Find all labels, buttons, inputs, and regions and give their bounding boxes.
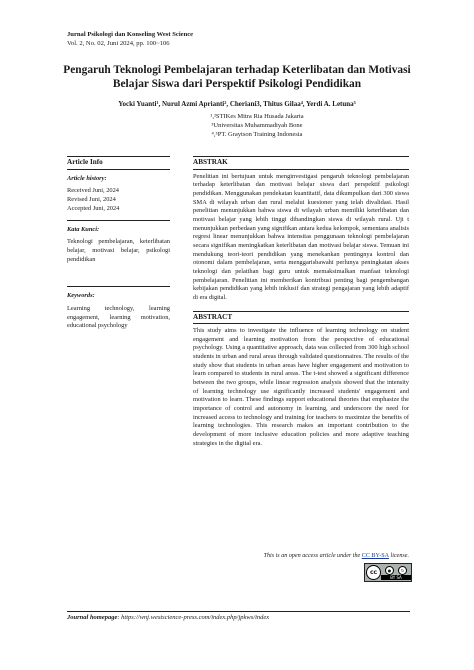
paper-title: Pengaruh Teknologi Pembelajaran terhadap Keterlibatan dan Motivasi Belajar Siswa dari Perspektif Psikologi Pendidikan	[63, 64, 411, 90]
keywords-label: Keywords:	[67, 292, 95, 300]
license-note	[193, 553, 409, 559]
kata-kunci-text: Teknologi pembelajaran, keterlibatan belajar, motivasi belajar, psikologi pendidikan	[67, 238, 170, 263]
revised-date: Revised Juni, 2024	[67, 196, 116, 204]
journal-header	[67, 31, 193, 48]
article-info-header: Article Info	[67, 156, 170, 170]
kata-kunci-label: Kata Kunci:	[67, 225, 100, 233]
accepted-date: Accepted Juni, 2024	[67, 204, 120, 212]
affiliations	[0, 112, 474, 139]
cc-icons	[381, 565, 411, 575]
license-prefix: This is an open access article under the	[263, 553, 362, 559]
by-person-icon: ●	[385, 566, 394, 575]
sa-share-icon: ↻	[398, 566, 407, 575]
cc-badge-label: BY SA	[381, 575, 411, 580]
license-suffix: license.	[389, 553, 409, 559]
journal-homepage	[67, 614, 269, 621]
kata-kunci-block	[67, 221, 170, 265]
affiliation-3: ⁴,⁵PT. Graytson Training Indonesia	[211, 131, 303, 138]
keywords-text: Learning technology, learning engagement, learning motivation, educational psychology	[67, 305, 170, 330]
abstrak-text: Penelitian ini bertujuan untuk menginvestigasi pengaruh teknologi pembelajaran terhadap keterlibatan dan motivasi belajar siswa dari perspektif psikologi pendidikan. Menggunakan pendekatan kuantitatif, data dikumpulkan dari 300 siswa SMA di wilayah urban dan rural melalui kuesioner yang telah divalidasi. Hasil penelitian menunjukkan bahwa siswa di wilayah urban memiliki keterlibatan dan motivasi belajar yang lebih tinggi dibandingkan siswa di wilayah rural. Uji t menunjukkan perbedaan yang signifikan antara kedua kelompok, sementara analisis regresi linear menunjukkan bahwa intensitas penggunaan teknologi pembelajaran secara signifikan meningkatkan keterlibatan dan motivasi belajar siswa. Temuan ini mendukung teori-teori pendidikan yang menekankan pentingnya kontrol dan otonomi dalam pembelajaran, serta menggarisbawahi perlunya peningkatan akses teknologi dan pelatihan bagi guru untuk memaksimalkan manfaat teknologi pembelajaran. Penelitian ini memberikan kontribusi penting bagi pengembangan kebijakan pendidikan yang lebih inklusif dan strategi pengajaran yang lebih adaptif di era digital.	[193, 172, 409, 301]
journal-name: Jurnal Psikologi dan Konseling West Science	[67, 31, 194, 38]
homepage-url[interactable]: : https://wnj.westscience-press.com/index.php/jpkws/index	[117, 614, 270, 621]
abstract-column	[193, 156, 409, 448]
article-history	[67, 170, 170, 214]
cc-icon: cc	[366, 565, 381, 580]
footer-divider	[67, 611, 410, 612]
article-info-column	[67, 156, 170, 331]
abstrak-header: ABSTRAK	[193, 156, 409, 170]
history-label: Article history:	[67, 174, 107, 182]
affiliation-2: ³Universitas Muhammadiyah Bone	[211, 122, 303, 129]
cc-badge-parts	[381, 565, 411, 580]
cc-license-badge[interactable]	[364, 563, 412, 582]
received-date: Received Juni, 2024	[67, 187, 120, 195]
homepage-label: Journal homepage	[67, 614, 118, 621]
author-list: Yocki Yuanti¹, Nurul Azmi Aprianti², Cheriani3, Thitus Gilaa⁴, Yerdi A. Letuna⁵	[118, 100, 356, 108]
journal-issue: Vol. 2, No. 02, Juni 2024, pp. 100~106	[67, 39, 170, 47]
abstract-header: ABSTRACT	[193, 311, 409, 325]
abstract-text: This study aims to investigate the influence of learning technology on student engagement and learning motivation from the perspective of educational psychology. Using a quantitative approach, data was collected from 300 high school students in urban and rural areas through validated questionnaires. The results of the study show that students in urban areas have higher engagement and motivation to learn compared to students in rural areas. The t-test showed a significant difference between the two groups, while linear regression analysis showed that the intensity of learning technology use significantly increased students' engagement and motivation to learn. These findings support educational theories that emphasize the importance of control and autonomy in learning, and underscore the need for increased access to technology and training for teachers to maximize the benefits of learning technologies. This research makes an important contribution to the development of more inclusive education policies and more adaptive teaching strategies in the digital era.	[193, 327, 409, 447]
keywords-block	[67, 287, 170, 331]
affiliation-1: ¹,²STIKes Mitra Ria Husada Jakarta	[210, 113, 304, 120]
license-link[interactable]: CC BY-SA	[361, 553, 390, 559]
